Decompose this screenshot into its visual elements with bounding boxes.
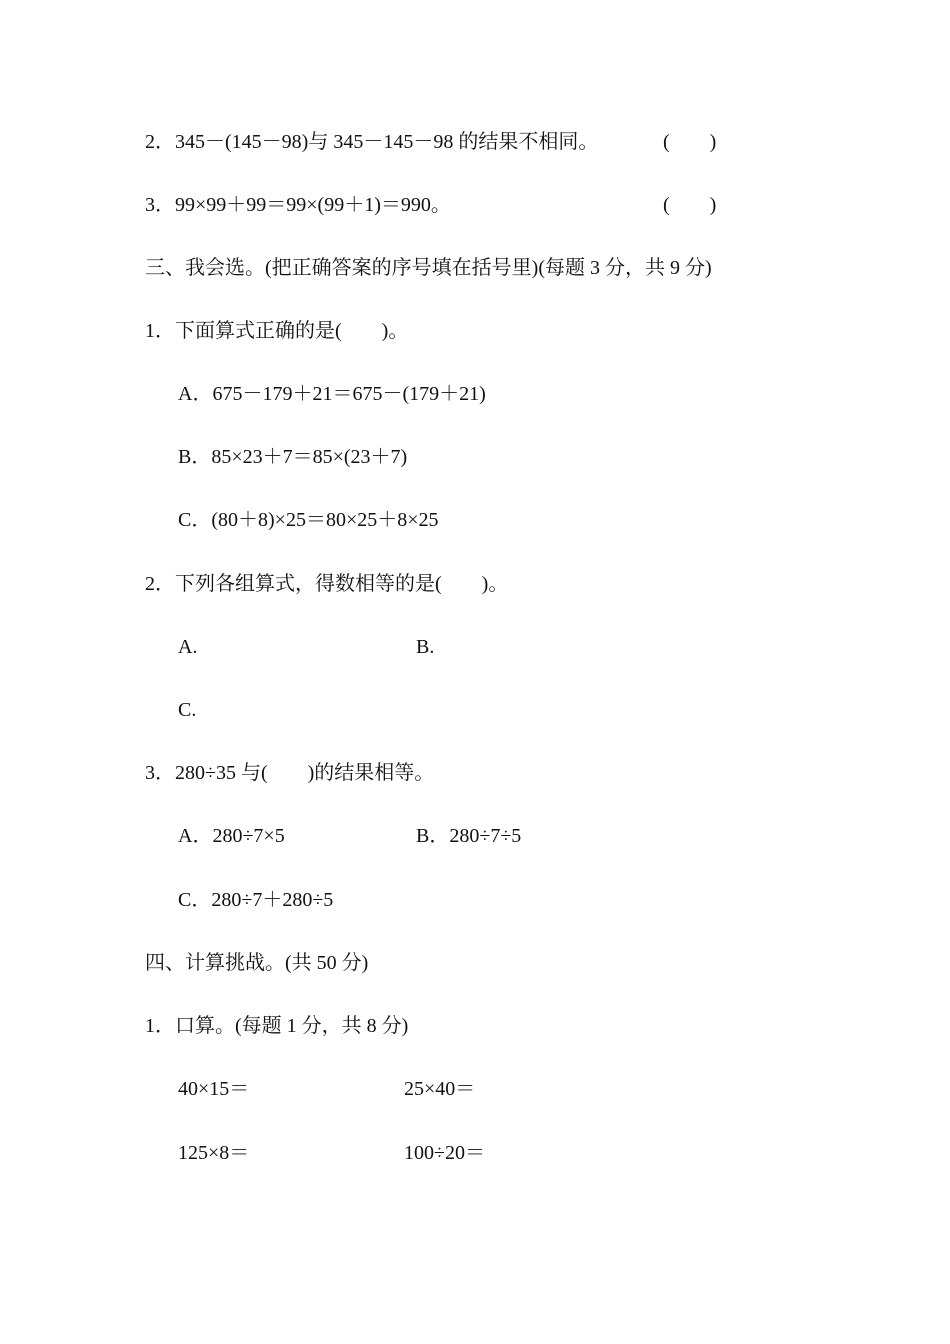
s3-q2-option-b[interactable]: B.: [416, 636, 435, 658]
section-4-heading: 四、计算挑战。(共 50 分): [145, 952, 369, 974]
judge-item-2-number: 2．: [145, 131, 175, 153]
judge-item-2-answer-paren[interactable]: ( ): [663, 131, 717, 153]
s3-q3-option-c[interactable]: C．280÷7＋280÷5: [178, 889, 334, 911]
judge-item-2-statement: 345－(145－98)与 345－145－98 的结果不相同。: [175, 131, 599, 153]
s3-q1-option-a[interactable]: A．675－179＋21＝675－(179＋21): [178, 383, 486, 405]
oral-calc-item[interactable]: 125×8＝: [178, 1142, 250, 1164]
s3-q1-option-c[interactable]: C．(80＋8)×25＝80×25＋8×25: [178, 509, 439, 531]
s3-q3-option-b[interactable]: B．280÷7÷5: [416, 825, 522, 847]
s3-q2-stem: 2．下列各组算式，得数相等的是( )。: [145, 573, 509, 595]
judge-item-2-text: [145, 129, 598, 155]
s3-q3-stem: 3．280÷35 与( )的结果相等。: [145, 762, 435, 784]
oral-calc-item[interactable]: 40×15＝: [178, 1078, 250, 1100]
judge-item-3-answer-paren[interactable]: ( ): [663, 194, 717, 216]
oral-calc-item[interactable]: 25×40＝: [404, 1078, 476, 1100]
s3-q2-option-c[interactable]: C.: [178, 699, 197, 721]
oral-calc-item[interactable]: 100÷20＝: [404, 1142, 485, 1164]
s3-q3-option-a[interactable]: A．280÷7×5: [178, 825, 285, 847]
judge-item-3-number: 3．: [145, 194, 175, 216]
s3-q1-option-b[interactable]: B．85×23＋7＝85×(23＋7): [178, 446, 408, 468]
s3-q2-option-a[interactable]: A.: [178, 636, 198, 658]
s3-q1-stem: 1．下面算式正确的是( )。: [145, 320, 409, 342]
judge-item-3-text: [145, 192, 451, 218]
judge-item-3-statement: 99×99＋99＝99×(99＋1)＝990。: [175, 194, 451, 216]
section-3-heading: 三、我会选。(把正确答案的序号填在括号里)(每题 3 分，共 9 分): [145, 257, 712, 279]
s4-q1-stem: 1．口算。(每题 1 分，共 8 分): [145, 1015, 409, 1037]
